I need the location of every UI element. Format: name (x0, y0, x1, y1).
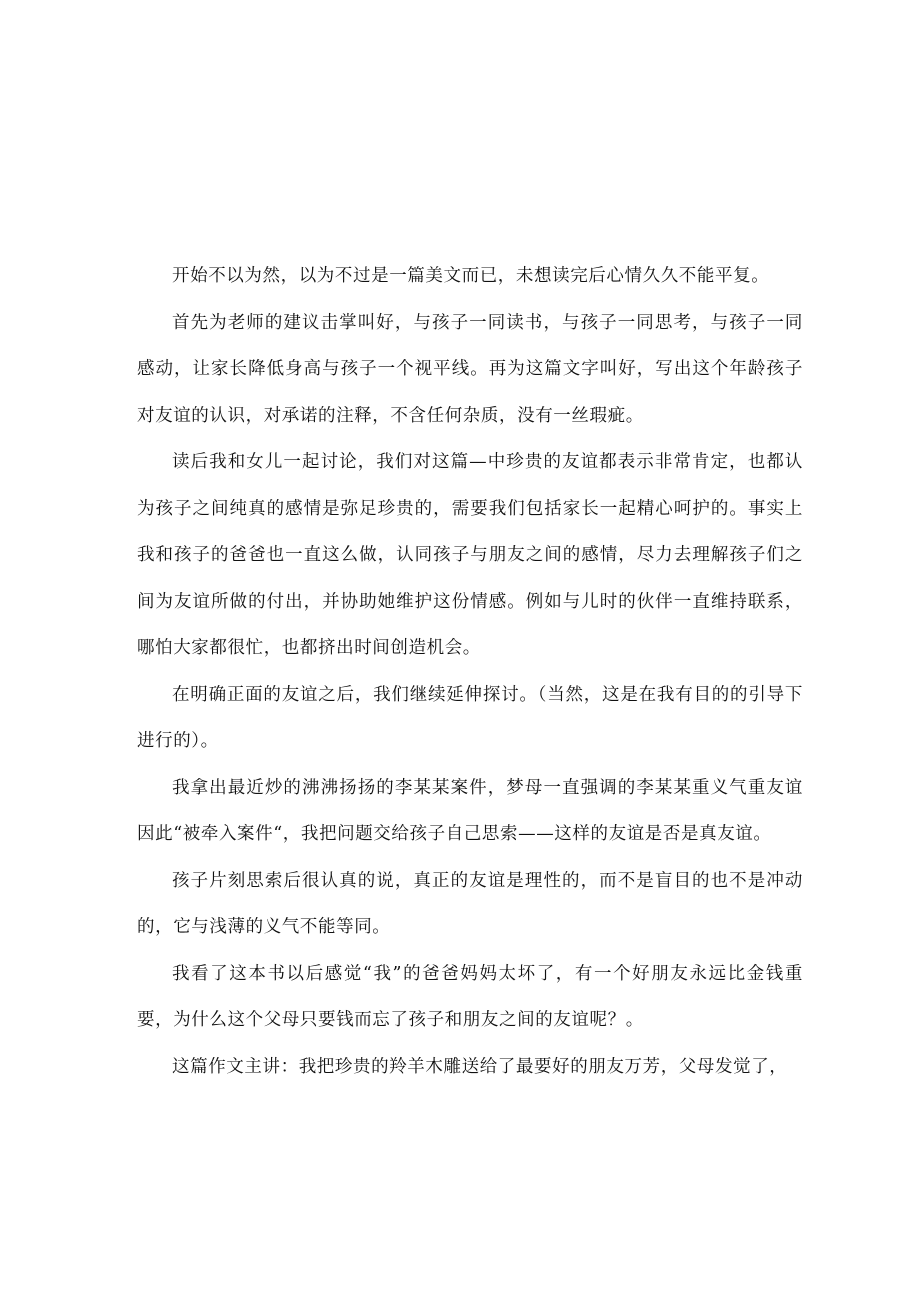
paragraph: 孩子片刻思索后很认真的说，真正的友谊是理性的，而不是盲目的也不是冲动的，它与浅薄的义气不能等同。 (137, 870, 803, 937)
paragraph: 读后我和女儿一起讨论，我们对这篇—中珍贵的友谊都表示非常肯定，也都认为孩子之间纯真的感情是弥足珍贵的，需要我们包括家长一起精心呵护的。事实上我和孩子的爸爸也一直这么做，认同孩子与朋友之间的感情，尽力去理解孩子们之间为友谊所做的付出，并协助她维护这份情感。例如与儿时的伙伴一直维持联系，哪怕大家都很忙，也都挤出时间创造机会。 (137, 452, 803, 658)
paragraph: 这篇作文主讲：我把珍贵的羚羊木雕送给了最要好的朋友万芳，父母发觉了， (172, 1056, 788, 1077)
document-body (137, 253, 803, 1090)
paragraph: 开始不以为然，以为不过是一篇美文而已，未想读完后心情久久不能平复。 (172, 266, 770, 286)
paragraph: 我拿出最近炒的沸沸扬扬的李某某案件，梦母一直强调的李某某重义气重友谊因此“被牵入案件“，我把问题交给孩子自己思索——这样的友谊是否是真友谊。 (137, 777, 803, 844)
paragraph: 在明确正面的友谊之后，我们继续延伸探讨。（当然，这是在我有目的的引导下进行的）。 (137, 684, 803, 751)
paragraph: 我看了这本书以后感觉“我”的爸爸妈妈太坏了，有一个好朋友永远比金钱重要，为什么这个父母只要钱而忘了孩子和朋友之间的友谊呢？。 (137, 963, 803, 1030)
paragraph: 首先为老师的建议击掌叫好，与孩子一同读书，与孩子一同思考，与孩子一同感动，让家长降低身高与孩子一个视平线。再为这篇文字叫好，写出这个年龄孩子对友谊的认识，对承诺的注释，不含任何杂质，没有一丝瑕疵。 (137, 312, 803, 426)
